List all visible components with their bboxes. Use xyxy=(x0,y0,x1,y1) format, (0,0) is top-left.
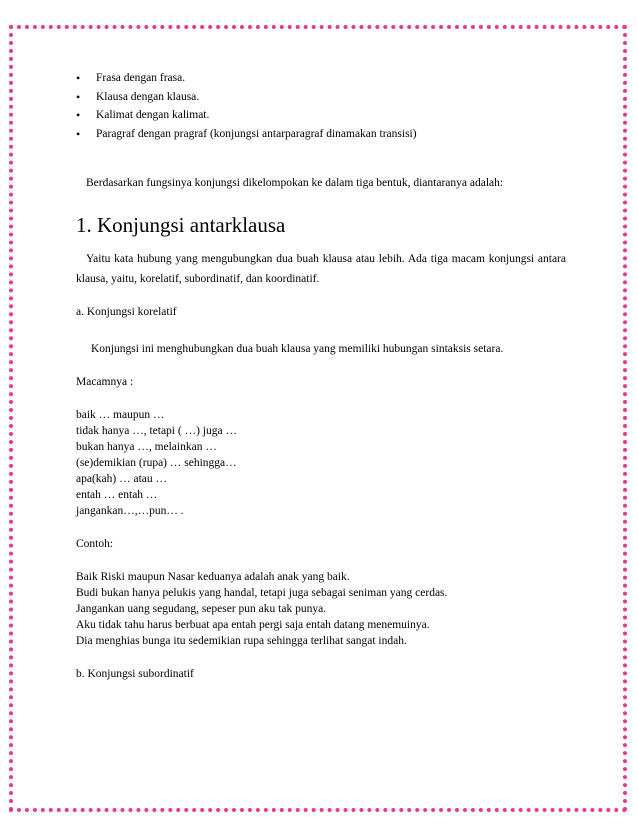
list-item: Baik Riski maupun Nasar keduanya adalah anak yang baik. xyxy=(76,571,350,583)
list-item: • Paragraf dengan pragraf (konjungsi antarparagraf dinamakan transisi) xyxy=(76,126,566,145)
list-item: baik … maupun … xyxy=(76,409,165,421)
list-item: Budi bukan hanya pelukis yang handal, tetapi juga sebagai seniman yang cerdas. xyxy=(76,587,448,599)
paragraph-line: Yaitu kata hubung yang mengubungkan dua buah klausa atau lebih. Ada tiga macam konjungsi antara xyxy=(86,253,566,265)
bullet-list xyxy=(76,70,566,144)
document-content xyxy=(76,70,566,682)
list-item: jangankan…,…pun… . xyxy=(76,505,184,517)
list-item: bukan hanya …, melainkan … xyxy=(76,441,217,453)
list-item: (se)demikian (rupa) … sehingga… xyxy=(76,457,237,469)
paragraph: Konjungsi ini menghubungkan dua buah klausa yang memiliki hubungan sintaksis setara. xyxy=(91,343,504,355)
subheading-b: b. Konjungsi subordinatif xyxy=(76,668,194,680)
contoh-list xyxy=(76,569,566,649)
section-heading: 1. Konjungsi antarklausa xyxy=(76,213,286,237)
list-item: tidak hanya …, tetapi ( …) juga … xyxy=(76,425,237,437)
contoh-label: Contoh: xyxy=(76,538,114,550)
list-item: apa(kah) … atau … xyxy=(76,473,168,485)
macamnya-label: Macamnya : xyxy=(76,376,134,388)
list-item: Jangankan uang segudang, sepeser pun aku tak punya. xyxy=(76,603,327,615)
list-item: Dia menghias bunga itu sedemikian rupa sehingga terlihat sangat indah. xyxy=(76,635,407,647)
macamnya-list xyxy=(76,407,566,519)
list-item: • Kalimat dengan kalimat. xyxy=(76,107,566,126)
paragraph-line: klausa, yaitu, korelatif, subordinatif, dan koordinatif. xyxy=(76,273,320,285)
list-item: • Klausa dengan klausa. xyxy=(76,89,566,108)
list-item: Aku tidak tahu harus berbuat apa entah pergi saja entah datang menemuinya. xyxy=(76,619,430,631)
subheading-a: a. Konjungsi korelatif xyxy=(76,306,177,318)
intro-paragraph: Berdasarkan fungsinya konjungsi dikelompokan ke dalam tiga bentuk, diantaranya adalah: xyxy=(86,177,504,189)
list-item: • Frasa dengan frasa. xyxy=(76,70,566,89)
list-item: entah … entah … xyxy=(76,489,158,501)
